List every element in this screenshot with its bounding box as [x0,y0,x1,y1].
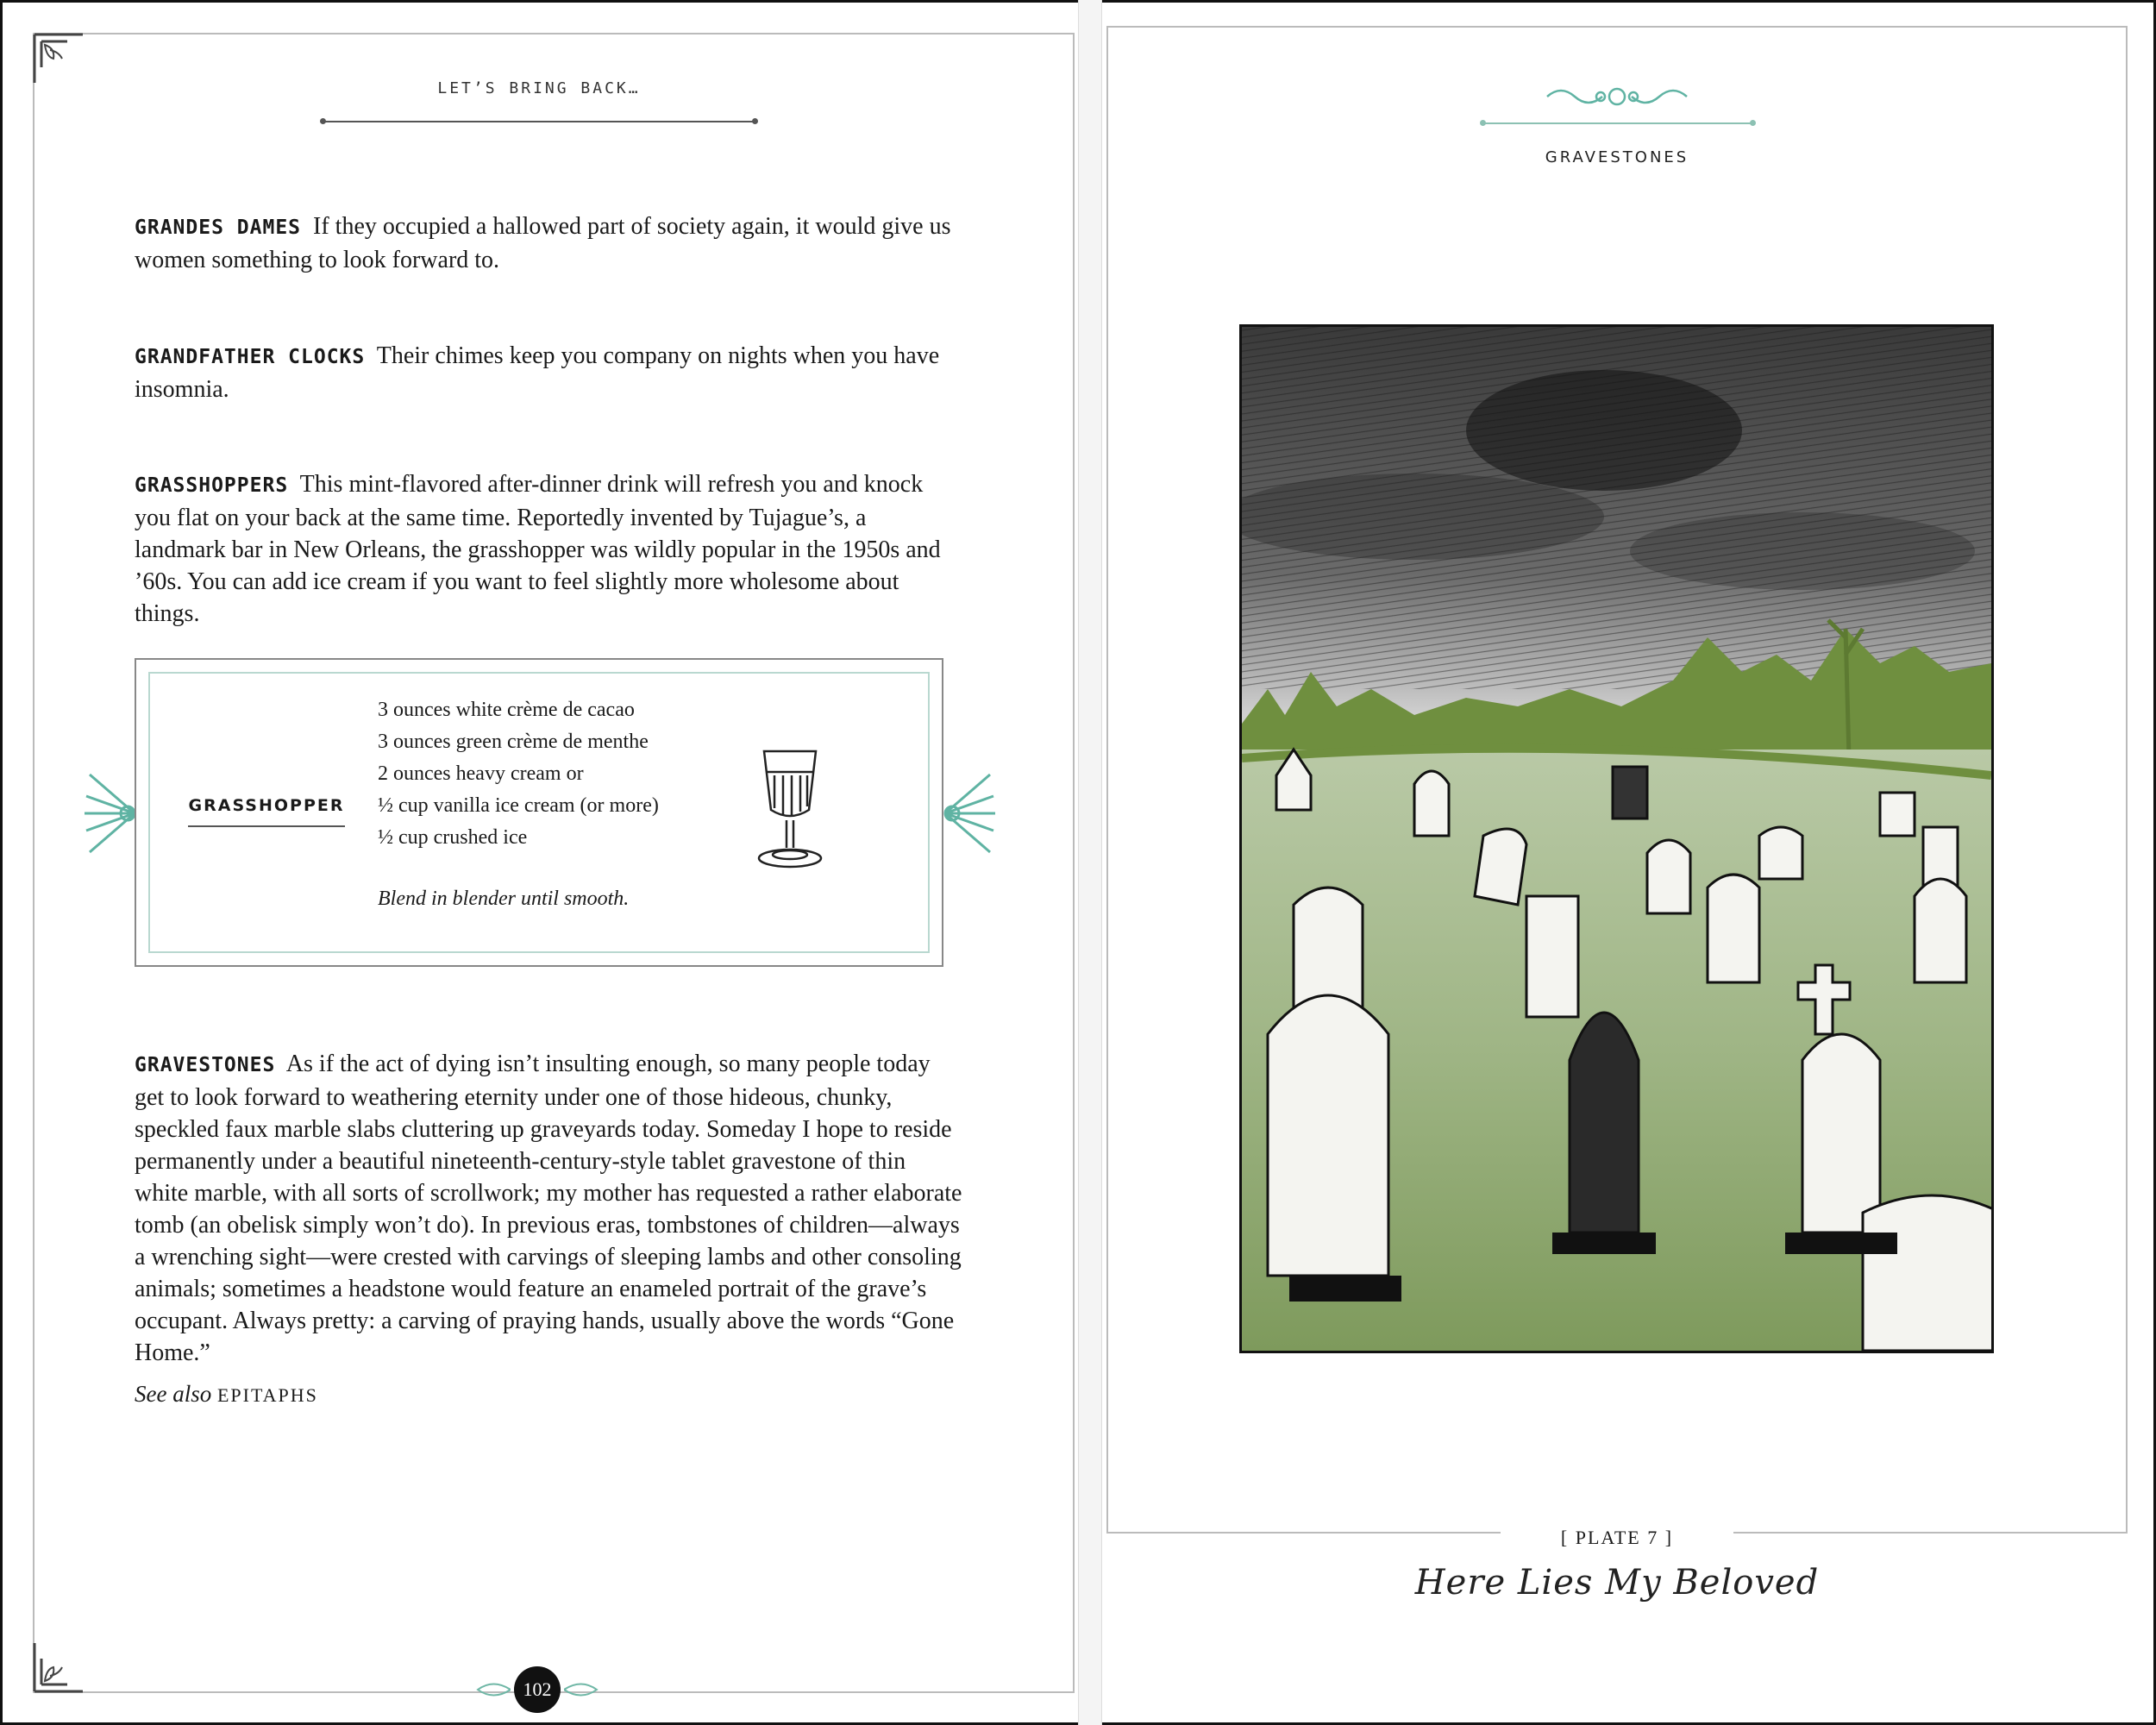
plate-label [1501,1527,1733,1549]
entry-term: GRAVESTONES [135,1054,276,1076]
recipe-box [135,658,943,967]
corner-ornament-icon [33,1641,85,1693]
entry-grandes-dames [135,210,962,276]
see-also-link[interactable]: EPITAPHS [216,1384,318,1406]
gutter [1078,0,1102,1725]
recipe-name: GRASSHOPPER [188,796,345,815]
ingredient: ½ cup vanilla ice cream (or more) [378,794,659,817]
entry-text: Their chimes keep you company on nights when you have insomnia. [135,342,940,403]
entry-grandfather-clocks [135,340,962,405]
entry-term: GRASSHOPPERS [135,474,289,497]
ingredient: ½ cup crushed ice [378,826,528,849]
scroll-ornament-icon [1544,81,1690,112]
graveyard-engraving-icon [1242,327,1991,1351]
entry-term: GRANDES DAMES [135,216,302,239]
folio-leaf-icon [564,1682,599,1697]
entry-text: If they occupied a hallowed part of society again, it would give us women something to look forward to. [135,213,951,273]
ingredient: 3 ounces green crème de menthe [378,731,649,753]
ingredient: 3 ounces white crème de cacao [378,699,635,721]
plate-number: 7 [1647,1527,1659,1548]
recipe-method: Blend in blender until smooth. [378,888,630,910]
running-head: LET’S BRING BACK… [437,79,641,97]
see-also-label: See also [135,1381,212,1407]
corner-ornament-icon [33,33,85,85]
entry-text: This mint-flavored after-dinner drink will refresh you and knock you flat on your back at the same time. Reportedly invented by Tujague’s, a landmark bar in New Orleans, the grasshopper was wildly popular in the 1950s and ’60s. You can add ice cream if you want to feel slightly more wholesome about things. [135,471,941,627]
ingredient-list [378,694,659,854]
folio-leaf-icon [476,1682,511,1697]
entry-grasshoppers [135,468,962,630]
entry-term: GRANDFATHER CLOCKS [135,346,366,368]
entry-gravestones [135,1048,962,1369]
running-head-rule [323,121,755,122]
graveyard-illustration [1239,324,1994,1353]
title-rule [1483,122,1752,124]
plate-caption: Here Lies My Beloved [1414,1563,1820,1603]
ingredient: 2 ounces heavy cream or [378,762,584,785]
see-also [135,1381,318,1408]
plate-label-close: ] [1664,1527,1674,1548]
entry-text: As if the act of dying isn’t insulting enough, so many people today get to look forward to weathering eternity under one of those hideous, chunky, speckled faux marble slabs cluttering up graveyards today. Someday I hope to reside permanently under a beautiful nineteenth-century-style tablet gravestone of thin white marble, with all sorts of scrollwork; my mother has requested a rather elaborate tomb (an obelisk simply won’t do). In previous eras, tombstones of children—always a wrenching sight—were crested with carvings of sleeping lambs and other consoling animals; sometimes a headstone would feature an enameled portrait of the grave’s occupant. Always pretty: a carving of praying hands, usually above the words “Gone Home.” [135,1051,962,1366]
plate-label-word: PLATE [1575,1527,1641,1548]
recipe-name-rule [188,825,345,827]
page-number: 102 [514,1666,561,1713]
teal-flourish-icon [83,757,136,869]
plate-title: GRAVESTONES [1545,148,1689,166]
plate-label-open: [ [1560,1527,1570,1548]
cordial-glass-icon [754,746,826,875]
teal-flourish-icon [943,757,997,869]
